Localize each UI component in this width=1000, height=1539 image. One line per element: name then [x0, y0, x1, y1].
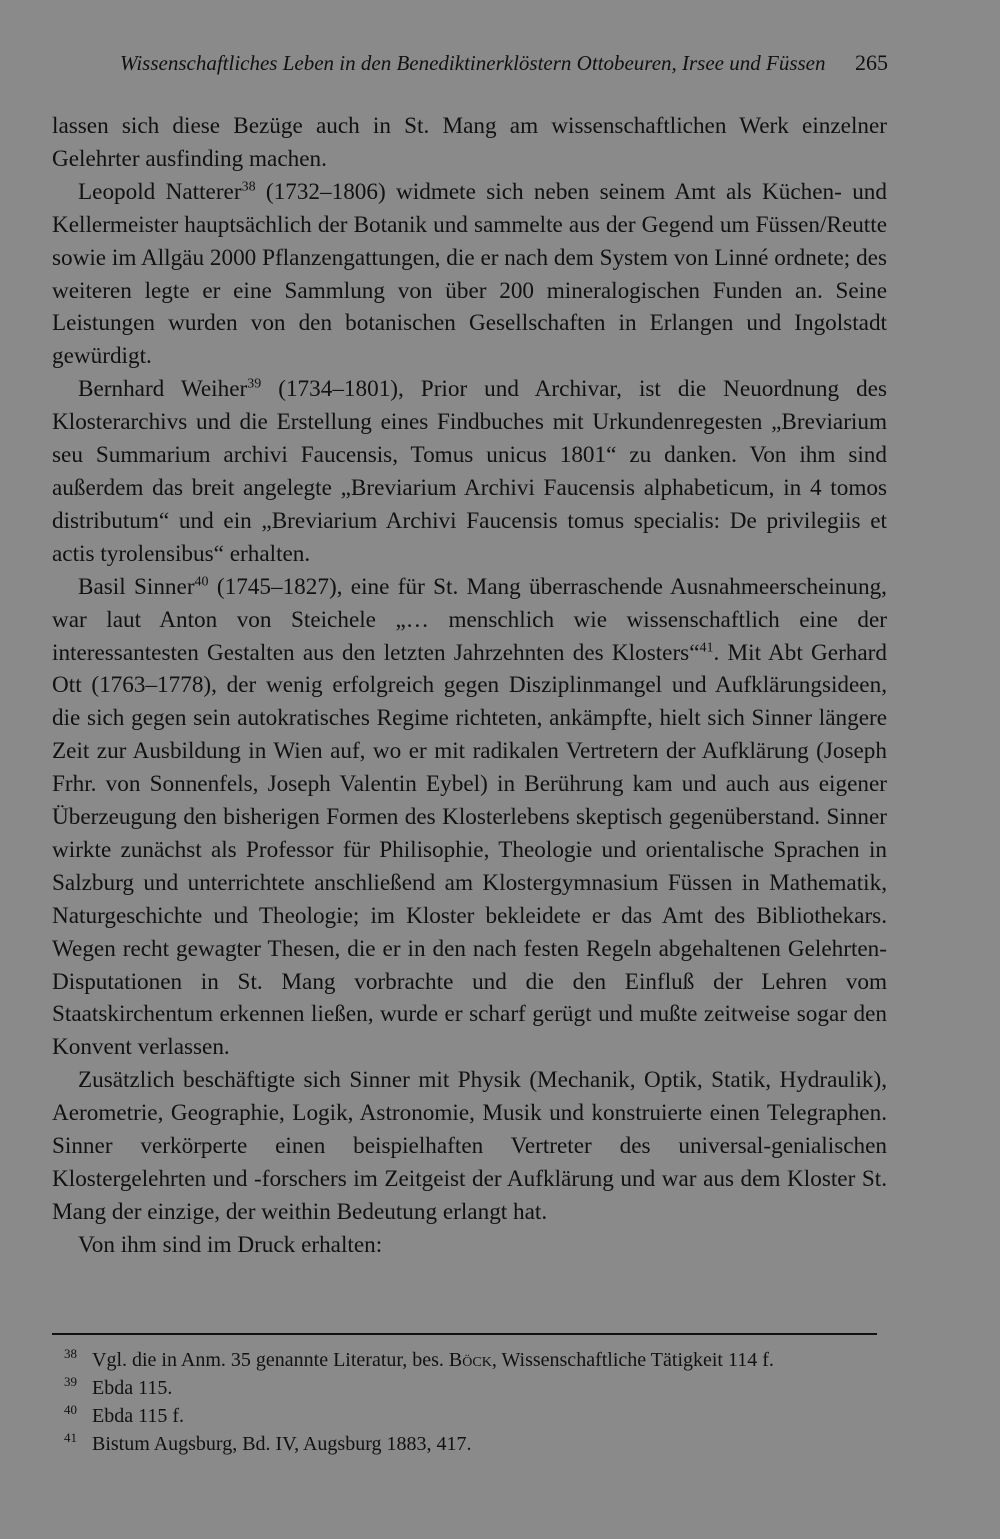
paragraph: [52, 1064, 887, 1229]
footnote-text: , Wissenschaftliche Tätigkeit 114 f.: [491, 1349, 774, 1371]
footnote-ref: 41: [699, 639, 714, 655]
paragraph-text: (1734–1801), Prior und Archivar, ist die Neuordnung des Klosterarchivs und die Erstellung eines Findbuches mit Urkundenregesten „Breviarium seu Summarium archivi Faucensis, Tomus unicus 1801“ zu danken. Von ihm sind außerdem das breit angelegte „Breviarium Archivi Faucensis alphabeticum, in 4 tomos distributum“ und ein „Breviarium Archivi Faucensis tomus specialis: De privilegiis et actis tyrolensibus“ erhalten.: [52, 376, 887, 567]
paragraph-text: Leopold Natterer: [78, 178, 242, 205]
paragraph: [52, 1229, 887, 1262]
page-header: [120, 48, 890, 78]
footnote-number: 38: [64, 1346, 77, 1361]
footnotes: [52, 1346, 887, 1458]
body-text: [52, 110, 887, 1262]
paragraph-text: Zusätzlich beschäftigte sich Sinner mit Physik (Mechanik, Optik, Statik, Hydraulik), Aerometrie, Geographie, Logik, Astronomie, Musik und konstruierte einen Telegraphen. Sinner verkörperte einen beispielhaften Vertreter des universal-genialischen Klostergelehrten und -forschers im Zeitgeist der Aufklärung und war aus dem Kloster St. Mang der einzige, der weithin Bedeutung erlangt hat.: [52, 1067, 887, 1225]
footnote-text: Ebda 115 f.: [92, 1405, 185, 1427]
footnote-number: 40: [64, 1402, 77, 1417]
paragraph: [52, 176, 887, 373]
paragraph-text: . Mit Abt Gerhard Ott (1763–1778), der wenig erfolgreich gegen Disziplinmangel und Aufklärungsideen, die sich gegen sein autokratisches Regime richteten, ankämpfte, hielt sich Sinner längere Zeit zur Ausbildung in Wien auf, wo er mit radikalen Vertretern der Aufklärung (Joseph Frhr. von Sonnenfels, Joseph Valentin Eybel) in Berührung kam und auch aus eigener Überzeugung den bisherigen Formen des Klosterlebens skeptisch gegenüberstand. Sinner wirkte zunächst als Professor für Philisophie, Theologie und orientalische Sprachen in Salzburg und unterrichtete anschließend am Klostergymnasium Füssen in Mathematik, Naturgeschichte und Theologie; im Kloster bekleidete er das Amt des Bibliothekars. Wegen recht gewagter Thesen, die er in den nach festen Regeln abgehaltenen Gelehrten-Disputationen in St. Mang vorbrachte und die den Einfluß der Lehren vom Staatskirchentum erkennen ließen, wurde er scharf gerügt und mußte zeitweise sogar den Konvent verlassen.: [52, 639, 887, 1061]
footnote: [52, 1346, 887, 1374]
footnote: [52, 1430, 887, 1458]
footnote-ref: 40: [194, 573, 209, 589]
paragraph: [52, 373, 887, 570]
footnote-ref: 38: [241, 179, 256, 195]
footnote: [52, 1402, 887, 1430]
paragraph: [52, 571, 887, 1065]
footnote-number: 39: [64, 1374, 77, 1389]
running-title: Wissenschaftliches Leben in den Benediktinerklöstern Ottobeuren, Irsee und Füssen: [120, 51, 826, 75]
paragraph-text: (1732–1806) widmete sich neben seinem Amt als Küchen- und Kellermeister hauptsächlich der Botanik und sammelte aus der Gegend um Füssen/Reutte sowie im Allgäu 2000 Pflanzengattungen, die er nach dem System von Linné ordnete; des weiteren legte er eine Sammlung von über 200 mineralogischen Funden an. Seine Leistungen wurden von den botanischen Gesellschaften in Erlangen und Ingolstadt gewürdigt.: [52, 178, 887, 370]
footnote-number: 41: [64, 1430, 77, 1445]
page-number: 265: [855, 50, 888, 75]
footnote-text: Ebda 115.: [92, 1377, 173, 1399]
footnote-ref: 39: [247, 376, 262, 392]
paragraph-text: lassen sich diese Bezüge auch in St. Mang am wissenschaftlichen Werk einzelner Gelehrter ausfinding machen.: [52, 113, 887, 172]
paragraph-text: Basil Sinner: [78, 573, 195, 600]
paragraph-text: Bernhard Weiher: [78, 376, 248, 403]
paragraph: [52, 110, 887, 176]
author-name: Böck: [448, 1349, 492, 1371]
footnote-rule: [52, 1333, 877, 1335]
paragraph-text: Von ihm sind im Druck erhalten:: [78, 1231, 383, 1258]
footnote: [52, 1374, 887, 1402]
footnote-text: Bistum Augsburg, Bd. IV, Augsburg 1883, 417.: [92, 1433, 472, 1455]
paragraph-text: (1745–1827), eine für St. Mang überraschende Ausnahmeerscheinung, war laut Anton von Steichele „… menschlich wie wissenschaftlich eine der interessantesten Gestalten aus den letzten Jahrzehnten des Klosters“: [52, 573, 887, 666]
footnote-text: Vgl. die in Anm. 35 genannte Literatur, bes.: [92, 1349, 449, 1371]
